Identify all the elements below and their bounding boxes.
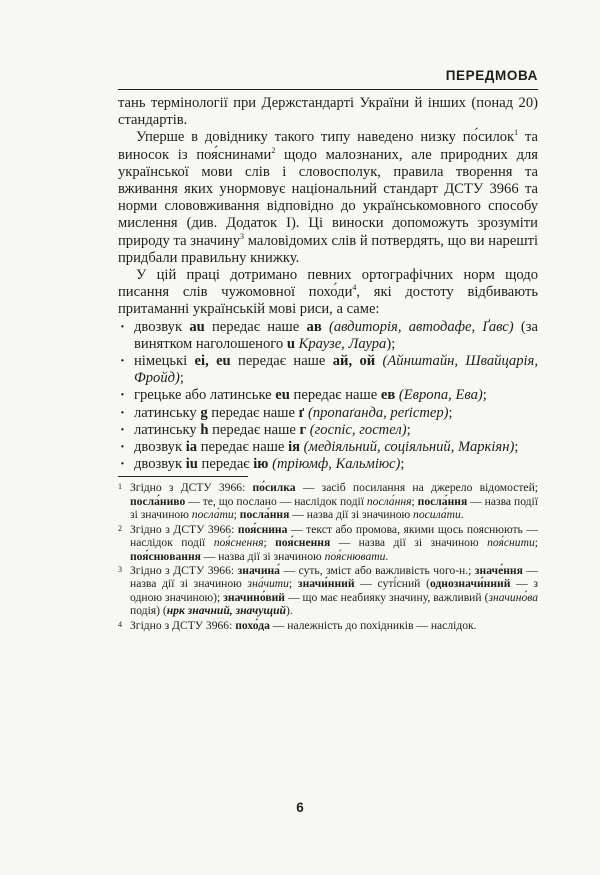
foreign-letters: h	[200, 421, 209, 438]
term: поя́снення	[275, 536, 331, 550]
text-run: — назва події зі значиною	[130, 494, 538, 522]
text-run: Згідно з ДСТУ 3966:	[130, 522, 238, 536]
text-run: ;	[288, 577, 298, 591]
foreign-letters: g	[200, 404, 208, 421]
term-italic: поя́снювати	[324, 549, 386, 563]
foreign-letters: au	[189, 318, 205, 335]
text-run: ;	[400, 456, 405, 473]
paragraph-2	[118, 129, 538, 267]
text-run: маловідомих слів й потвердять, що ви нарешті придбали правильну книжку.	[118, 232, 538, 266]
bullet-icon: ·	[120, 387, 125, 404]
foreign-letters: ei, eu	[194, 353, 231, 370]
bullet-icon: ·	[120, 318, 125, 335]
ukrainian-letters: ія	[288, 439, 301, 456]
text-run: латинську	[134, 404, 201, 421]
term: однозначи́нний	[429, 577, 511, 591]
bullet-icon: ·	[120, 421, 125, 438]
text-run: щодо малознаних, але природних для української мови слів і словосполук, правила творення та вживання яких унормовує національний стандарт ДСТУ 3966 та норми слововживання відповідно до українськомовного способу мислення (див. Додаток І). Ці виноски допоможуть зрозуміти природу та значину	[118, 146, 539, 249]
text-run: ;	[482, 387, 487, 404]
term-italic: посила́ти	[413, 508, 461, 522]
term-italic: посла́ння	[366, 494, 412, 508]
text-run: У цій праці дотримано певних ортографічних норм щодо писання слів чужомовної похо́ди	[118, 267, 538, 301]
header-rule	[118, 89, 538, 90]
list-item	[118, 405, 538, 422]
bullet-icon: ·	[120, 404, 125, 421]
footnote-4	[118, 619, 538, 632]
text-run: — назва дії зі значиною	[289, 508, 414, 522]
text-run: подія) (	[130, 604, 167, 618]
text-run: ;	[179, 370, 184, 387]
text-run: — назва дії зі значиною	[330, 536, 488, 550]
text-run: та виносок із поя́снинами	[118, 129, 538, 163]
text-run: Уперше в довіднику такого типу наведено низку по́силок	[136, 129, 515, 146]
list-item	[118, 422, 538, 439]
examples: (Европа, Ева)	[398, 387, 483, 404]
term: похо́да	[235, 618, 270, 632]
text-run: грецьке або латинське	[134, 387, 276, 404]
text-run: ;	[263, 536, 276, 550]
text-run: — назва дії зі значиною	[130, 563, 538, 591]
text-run: — суть, зміст або важливість чого-н.;	[279, 563, 475, 577]
text-run: ;	[514, 439, 519, 456]
orthography-rules-list	[118, 319, 538, 474]
text-run: Згідно з ДСТУ 3966:	[130, 481, 253, 495]
examples: (авдиторія, автодафе, Ґавс)	[328, 318, 514, 335]
page-content	[118, 95, 538, 633]
text-run: передає наше	[204, 318, 307, 335]
text-run: двозвук	[134, 456, 186, 473]
footnote-ref-1[interactable]: 1	[514, 128, 519, 138]
footnote-ref-3[interactable]: 3	[240, 231, 244, 241]
text-run: — що має неабияку значину, важливий (	[284, 590, 489, 604]
text-run: ;	[448, 404, 453, 421]
term: по́силка	[252, 481, 296, 495]
text-run: — назва дії зі значиною	[200, 549, 325, 563]
text-run: Згідно з ДСТУ 3966:	[130, 563, 238, 577]
text-run: .	[460, 508, 464, 522]
ukrainian-letters: ав	[306, 318, 322, 335]
ukrainian-letters: ґ	[298, 404, 305, 421]
foreign-letters: eu	[275, 387, 290, 404]
term-italic: зна́чити	[247, 577, 289, 591]
bullet-icon: ·	[120, 439, 125, 456]
foreign-letters: u	[286, 335, 295, 352]
term: посла́ння	[239, 508, 290, 522]
examples: Краузе, Лаура	[298, 335, 387, 352]
footnote-1	[118, 481, 538, 521]
foreign-letters: ia	[185, 439, 198, 456]
term-italic: посла́ти	[191, 508, 234, 522]
paragraph-1	[118, 95, 538, 129]
text-run: ;	[233, 508, 240, 522]
text-run: — текст або промова, якими щось пояснюють — наслідок події	[130, 522, 538, 550]
bullet-icon: ·	[120, 456, 125, 473]
list-item	[118, 439, 538, 456]
footnote-number: 4	[118, 619, 122, 629]
examples: (Айнштайн, Швайцарія, Фройд)	[134, 353, 538, 387]
text-run: ;	[534, 536, 538, 550]
text-run: );	[386, 335, 396, 352]
text-run: Згідно з ДСТУ 3966:	[130, 618, 236, 632]
term: посла́ння	[417, 494, 468, 508]
text-run: передає наше	[207, 404, 299, 421]
text-run: передає наше	[208, 421, 300, 438]
term: значино́вий	[223, 590, 285, 604]
text-run	[375, 353, 382, 369]
examples: (госпіс, гостел)	[309, 421, 407, 438]
text-run: — засіб посилання на джерело відомостей;	[295, 481, 538, 495]
footnote-ref-4[interactable]: 4	[352, 283, 357, 293]
text-run: двозвук	[134, 439, 186, 456]
examples: (медіяльний, соціяльний, Маркіян)	[303, 439, 515, 456]
examples: (пропаґанда, реґістер)	[307, 404, 449, 421]
text-run: — суті́сний (	[354, 577, 430, 591]
text-run: німецькі	[134, 353, 195, 370]
list-item	[118, 387, 538, 404]
term: посла́ниво	[130, 494, 186, 508]
bullet-icon: ·	[120, 353, 125, 370]
footnote-2	[118, 523, 538, 563]
ukrainian-letters: г	[299, 421, 307, 438]
running-header: ПЕРЕДМОВА	[445, 68, 538, 83]
list-item	[118, 353, 538, 387]
term: значи́нний	[297, 577, 355, 591]
footnote-number: 2	[118, 523, 122, 533]
text-run: ).	[285, 604, 293, 618]
text-run: ;	[411, 494, 418, 508]
term: поя́снювання	[130, 549, 201, 563]
footnotes	[118, 481, 538, 631]
text-run: — належність до похідників — наслідок.	[269, 618, 477, 632]
ukrainian-letters: ію	[253, 456, 269, 473]
text-run: передає наше	[230, 353, 333, 370]
text-run: — те, що послано — наслідок події	[185, 494, 367, 508]
term: поя́снина	[237, 522, 288, 536]
foreign-letters: iu	[185, 456, 198, 473]
text-run: ;	[406, 421, 411, 438]
text-run: передає наше	[289, 387, 381, 404]
footnote-number: 3	[118, 564, 122, 574]
paragraph-text: тань термінології при Держстандарті України й інших (понад 20) стандартів.	[118, 95, 538, 129]
term-italic: поя́снення	[213, 536, 264, 550]
ukrainian-letters: ев	[380, 387, 396, 404]
footnote-number: 1	[118, 482, 122, 492]
text-run: — з одною значиною);	[130, 577, 538, 604]
text-run	[322, 319, 329, 335]
text-run: передає	[197, 456, 254, 473]
term: значина́	[237, 563, 280, 577]
examples: (тріюмф, Кальміюс)	[272, 456, 401, 473]
text-run: двозвук	[134, 318, 190, 335]
list-item	[118, 319, 538, 353]
footnote-ref-2[interactable]: 2	[271, 145, 276, 155]
footnote-separator	[118, 476, 248, 477]
text-run: (за винятком наголошеного	[134, 318, 538, 352]
ukrainian-letters: ай, ой	[332, 353, 376, 370]
term-italic: значино́ва	[488, 590, 538, 604]
term-bold-italic: нрк значний, значущий	[166, 604, 286, 618]
list-item	[118, 456, 538, 473]
text-run: .	[385, 549, 389, 563]
paragraph-3	[118, 267, 538, 319]
text-run: латинську	[134, 421, 201, 438]
term-italic: поя́снити	[487, 536, 535, 550]
text-run: , які достоту відбивають притаманні українській мові риси, а саме:	[118, 284, 538, 318]
text-run: передає наше	[197, 439, 289, 456]
footnote-3	[118, 564, 538, 618]
term: значе́ння	[474, 563, 523, 577]
page-number: 6	[296, 800, 304, 815]
